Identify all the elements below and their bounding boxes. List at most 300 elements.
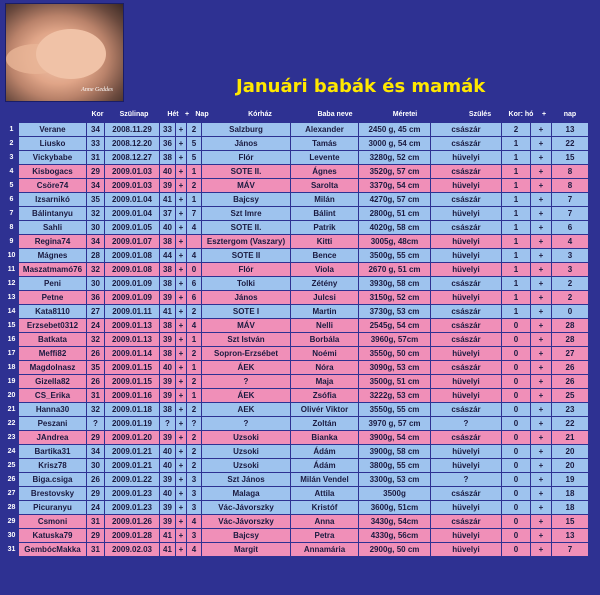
cell-hospital: Salzburg [202,123,290,136]
cell-hospital: ÁEK [202,389,290,402]
cell-delivery: hüvelyi [431,347,501,360]
cell-day: 2 [187,347,201,360]
cell-day: 0 [187,263,201,276]
cell-plus: + [176,249,186,262]
cell-age: 26 [87,473,104,486]
cell-plus-2: + [531,347,551,360]
cell-age: 36 [87,291,104,304]
cell-hospital: Bajcsy [202,529,290,542]
cell-day: 2 [187,445,201,458]
cell-delivery: császár [431,487,501,500]
table-row [5,151,588,164]
cell-plus-2: + [531,179,551,192]
cell-day: 6 [187,277,201,290]
cell-size: 3800g, 55 cm [359,459,430,472]
cell-week: 41 [160,529,175,542]
table-row [5,249,588,262]
cell-birthdate: 2009.01.11 [105,305,159,318]
cell-birthdate: 2009.01.21 [105,459,159,472]
cell-nickname: Peni [19,277,86,290]
cell-birthdate: 2009.01.13 [105,333,159,346]
header-szules: Szülés [468,111,492,118]
cell-size: 3900g, 58 cm [359,445,430,458]
cell-plus-2: + [531,165,551,178]
cell-delivery: hüvelyi [431,375,501,388]
cell-baby-name: Zoltán [291,417,358,430]
cell-age: 32 [87,403,104,416]
cell-hospital: Esztergom (Vaszary) [202,235,290,248]
cell-birthdate: 2009.01.09 [105,277,159,290]
row-number: 25 [5,459,18,472]
table-row [5,305,588,318]
cell-age-months: 0 [502,445,530,458]
cell-week: 40 [160,165,175,178]
cell-delivery: császár [431,123,501,136]
cell-size: 3280g, 52 cm [359,151,430,164]
cell-size: 2450 g, 45 cm [359,123,430,136]
cell-week: 39 [160,473,175,486]
cell-week: 37 [160,207,175,220]
cell-plus-2: + [531,403,551,416]
cell-age: ? [87,417,104,430]
cell-week: 41 [160,543,175,556]
table-row [5,291,588,304]
cell-nickname: Izsarnikó [19,193,86,206]
cell-day: 2 [187,403,201,416]
row-number: 15 [5,319,18,332]
header-nap: Nap [195,111,209,118]
cell-delivery: császár [431,277,501,290]
row-number: 13 [5,291,18,304]
cell-age: 26 [87,375,104,388]
cell-age-days: 20 [552,459,588,472]
row-number: 27 [5,487,18,500]
cell-plus-2: + [531,137,551,150]
row-number: 10 [5,249,18,262]
table-row [5,123,588,136]
cell-hospital: Szt István [202,333,290,346]
cell-age-months: 1 [502,193,530,206]
header-szulinap: Szülinap [119,111,149,118]
cell-nickname: Kata8110 [19,305,86,318]
cell-birthdate: 2009.01.22 [105,473,159,486]
cell-age-days: 7 [552,193,588,206]
cell-nickname: Magdolnasz [19,361,86,374]
cell-baby-name: Tamás [291,137,358,150]
cell-size: 4270g, 57 cm [359,193,430,206]
cell-hospital: Sopron-Erzsébet [202,347,290,360]
cell-age-days: 23 [552,403,588,416]
cell-age-days: 7 [552,207,588,220]
cell-birthdate: 2009.01.05 [105,221,159,234]
cell-nickname: Csmoni [19,515,86,528]
cell-delivery: hüvelyi [431,529,501,542]
cell-plus: + [176,473,186,486]
cell-plus-2: + [531,123,551,136]
cell-age-months: 0 [502,333,530,346]
cell-age-months: 1 [502,263,530,276]
cell-week: 38 [160,277,175,290]
cell-day: ? [187,417,201,430]
cell-age: 31 [87,515,104,528]
cell-size: 3090g, 53 cm [359,361,430,374]
cell-size: 3500g [359,487,430,500]
cell-day: 3 [187,529,201,542]
cell-plus: + [176,137,186,150]
cell-hospital: SOTE II. [202,165,290,178]
cell-week: 38 [160,263,175,276]
cell-hospital: MÁV [202,179,290,192]
cell-baby-name: Annamária [291,543,358,556]
cell-day: 1 [187,165,201,178]
header-kor-ho: Kor: hó [508,111,534,118]
cell-age-months: 0 [502,459,530,472]
row-number: 20 [5,389,18,402]
cell-plus: + [176,529,186,542]
table-row [5,529,588,542]
cell-birthdate: 2009.01.04 [105,193,159,206]
table-body [5,123,588,556]
cell-plus-2: + [531,249,551,262]
cell-age: 29 [87,165,104,178]
cell-birthdate: 2009.01.23 [105,501,159,514]
cell-plus: + [176,193,186,206]
cell-age-months: 0 [502,319,530,332]
cell-hospital: János [202,137,290,150]
table-row [5,473,588,486]
baby-photo [5,3,124,102]
cell-week: ? [160,417,175,430]
cell-age-days: 26 [552,375,588,388]
cell-age-months: 1 [502,291,530,304]
cell-week: 44 [160,249,175,262]
cell-birthdate: 2009.01.07 [105,235,159,248]
cell-age-months: 0 [502,361,530,374]
cell-delivery: hüvelyi [431,151,501,164]
row-number: 2 [5,137,18,150]
cell-birthdate: 2009.01.03 [105,179,159,192]
baby-face-shape [36,29,106,79]
cell-day: 7 [187,207,201,220]
cell-plus: + [176,165,186,178]
cell-delivery: hüvelyi [431,291,501,304]
cell-plus-2: + [531,431,551,444]
header-plus: + [184,111,190,118]
cell-size: 3150g, 52 cm [359,291,430,304]
cell-plus-2: + [531,473,551,486]
cell-age-days: 2 [552,277,588,290]
cell-day [187,235,201,248]
cell-nickname: Peszani [19,417,86,430]
row-number: 18 [5,361,18,374]
cell-age-months: 0 [502,529,530,542]
cell-age: 32 [87,263,104,276]
cell-nickname: Bartika31 [19,445,86,458]
cell-birthdate: 2008.12.27 [105,151,159,164]
cell-age-months: 0 [502,515,530,528]
cell-hospital: Bajcsy [202,193,290,206]
cell-birthdate: 2009.01.21 [105,445,159,458]
cell-plus: + [176,291,186,304]
cell-hospital: Szt Imre [202,207,290,220]
cell-age: 31 [87,543,104,556]
page-title: Januári babák és mamák [236,76,486,97]
cell-age-days: 3 [552,249,588,262]
cell-plus: + [176,501,186,514]
cell-birthdate: 2009.01.15 [105,375,159,388]
cell-plus: + [176,389,186,402]
row-number: 30 [5,529,18,542]
cell-plus: + [176,403,186,416]
cell-baby-name: Alexander [291,123,358,136]
cell-baby-name: Patrik [291,221,358,234]
cell-nickname: JAndrea [19,431,86,444]
cell-age: 24 [87,501,104,514]
cell-hospital: Uzsoki [202,459,290,472]
cell-baby-name: Sarolta [291,179,358,192]
cell-size: 2545g, 54 cm [359,319,430,332]
cell-plus-2: + [531,305,551,318]
row-number: 23 [5,431,18,444]
cell-plus: + [176,123,186,136]
cell-plus: + [176,207,186,220]
cell-nickname: Gizella82 [19,375,86,388]
table-row [5,389,588,402]
cell-age: 35 [87,361,104,374]
cell-day: 4 [187,543,201,556]
cell-plus: + [176,151,186,164]
cell-plus: + [176,487,186,500]
row-number: 4 [5,165,18,178]
cell-birthdate: 2009.01.16 [105,389,159,402]
cell-age-days: 15 [552,515,588,528]
cell-baby-name: Viola [291,263,358,276]
cell-delivery: császár [431,361,501,374]
cell-delivery: hüvelyi [431,207,501,220]
cell-week: 38 [160,403,175,416]
cell-age: 31 [87,389,104,402]
table-row [5,277,588,290]
table-row [5,403,588,416]
cell-baby-name: Martin [291,305,358,318]
cell-size: 3900g, 54 cm [359,431,430,444]
cell-size: 3600g, 51cm [359,501,430,514]
cell-baby-name: Bence [291,249,358,262]
cell-hospital: Uzsoki [202,445,290,458]
cell-age-months: 0 [502,375,530,388]
cell-delivery: császár [431,137,501,150]
cell-age-months: 1 [502,235,530,248]
row-number: 19 [5,375,18,388]
header-het: Hét [167,111,179,118]
cell-delivery: hüvelyi [431,501,501,514]
cell-age: 31 [87,151,104,164]
cell-baby-name: Petra [291,529,358,542]
cell-nickname: Petne [19,291,86,304]
cell-age-days: 2 [552,291,588,304]
cell-plus-2: + [531,543,551,556]
cell-plus-2: + [531,263,551,276]
cell-plus-2: + [531,375,551,388]
cell-hospital: SOTE I [202,305,290,318]
cell-birthdate: 2009.01.26 [105,515,159,528]
cell-age: 32 [87,207,104,220]
cell-week: 39 [160,431,175,444]
cell-nickname: GembócMakka [19,543,86,556]
cell-size: 3005g, 48cm [359,235,430,248]
cell-hospital: ? [202,417,290,430]
cell-birthdate: 2009.01.23 [105,487,159,500]
cell-birthdate: 2009.01.08 [105,249,159,262]
cell-birthdate: 2009.01.09 [105,291,159,304]
cell-week: 39 [160,179,175,192]
cell-delivery: császár [431,403,501,416]
cell-week: 38 [160,151,175,164]
cell-age-months: 1 [502,305,530,318]
cell-age-months: 1 [502,249,530,262]
cell-age-days: 13 [552,123,588,136]
cell-age: 30 [87,459,104,472]
cell-day: 2 [187,431,201,444]
cell-nickname: Biga.csiga [19,473,86,486]
cell-hospital: Szt János [202,473,290,486]
cell-age-months: 0 [502,389,530,402]
cell-age: 34 [87,179,104,192]
cell-hospital: ? [202,375,290,388]
cell-hospital: Malaga [202,487,290,500]
cell-age-days: 3 [552,263,588,276]
cell-nickname: Meffi82 [19,347,86,360]
cell-birthdate: 2009.01.13 [105,319,159,332]
cell-hospital: Flór [202,263,290,276]
cell-hospital: Vác-Jávorszky [202,515,290,528]
cell-plus: + [176,417,186,430]
cell-nickname: Krisz78 [19,459,86,472]
cell-hospital: Uzsoki [202,431,290,444]
cell-size: 3520g, 57 cm [359,165,430,178]
cell-nickname: Kisbogacs [19,165,86,178]
cell-size: 2900g, 50 cm [359,543,430,556]
cell-nickname: Verane [19,123,86,136]
cell-day: 3 [187,501,201,514]
cell-hospital: Vác-Jávorszky [202,501,290,514]
cell-age: 30 [87,277,104,290]
cell-delivery: császár [431,221,501,234]
table-row [5,263,588,276]
cell-nickname: Picuranyu [19,501,86,514]
cell-baby-name: Noémi [291,347,358,360]
cell-age-days: 6 [552,221,588,234]
cell-plus: + [176,319,186,332]
cell-plus-2: + [531,193,551,206]
cell-plus: + [176,179,186,192]
table-row [5,347,588,360]
row-number: 5 [5,179,18,192]
row-number: 7 [5,207,18,220]
cell-age-months: 2 [502,123,530,136]
cell-size: 3970 g, 57 cm [359,417,430,430]
cell-baby-name: Borbála [291,333,358,346]
cell-baby-name: Milán [291,193,358,206]
cell-plus-2: + [531,319,551,332]
cell-size: 3430g, 54cm [359,515,430,528]
cell-day: 2 [187,179,201,192]
table-row [5,179,588,192]
cell-age: 28 [87,249,104,262]
header-kor: Kor [91,111,104,118]
cell-plus: + [176,333,186,346]
cell-size: 3500g, 55 cm [359,249,430,262]
table-row [5,501,588,514]
cell-delivery: hüvelyi [431,235,501,248]
cell-plus: + [176,431,186,444]
row-number: 11 [5,263,18,276]
cell-size: 2800g, 51 cm [359,207,430,220]
cell-age-months: 1 [502,221,530,234]
cell-baby-name: Zétény [291,277,358,290]
cell-delivery: hüvelyi [431,179,501,192]
cell-age-days: 26 [552,361,588,374]
header-korhaz: Kórház [248,111,272,118]
row-number: 9 [5,235,18,248]
cell-birthdate: 2009.02.03 [105,543,159,556]
cell-delivery: császár [431,165,501,178]
cell-age-days: 21 [552,431,588,444]
cell-size: 4330g, 56cm [359,529,430,542]
table-row [5,235,588,248]
cell-nickname: Katuska79 [19,529,86,542]
cell-plus-2: + [531,515,551,528]
cell-delivery: ? [431,473,501,486]
cell-size: 3500g, 51 cm [359,375,430,388]
cell-day: 2 [187,459,201,472]
cell-age: 26 [87,347,104,360]
cell-age-months: 1 [502,165,530,178]
cell-plus-2: + [531,501,551,514]
cell-day: 6 [187,291,201,304]
table-row [5,361,588,374]
cell-age-months: 0 [502,347,530,360]
cell-age: 29 [87,487,104,500]
cell-plus-2: + [531,151,551,164]
cell-age-days: 8 [552,165,588,178]
cell-plus: + [176,445,186,458]
cell-baby-name: Ádám [291,445,358,458]
cell-baby-name: Nelli [291,319,358,332]
cell-age-days: 8 [552,179,588,192]
row-number: 31 [5,543,18,556]
cell-plus: + [176,375,186,388]
cell-week: 33 [160,123,175,136]
cell-nickname: Bálintanyu [19,207,86,220]
cell-plus-2: + [531,417,551,430]
cell-nickname: Vickybabe [19,151,86,164]
cell-age: 29 [87,431,104,444]
table-row [5,165,588,178]
cell-hospital: Margit [202,543,290,556]
cell-delivery: hüvelyi [431,263,501,276]
table-row [5,193,588,206]
row-number: 12 [5,277,18,290]
cell-age-days: 28 [552,333,588,346]
cell-age-months: 1 [502,137,530,150]
cell-day: 3 [187,473,201,486]
cell-day: 1 [187,193,201,206]
cell-delivery: császár [431,305,501,318]
cell-baby-name: Olivér Viktor [291,403,358,416]
cell-hospital: ÁEK [202,361,290,374]
cell-nickname: CS_Erika [19,389,86,402]
